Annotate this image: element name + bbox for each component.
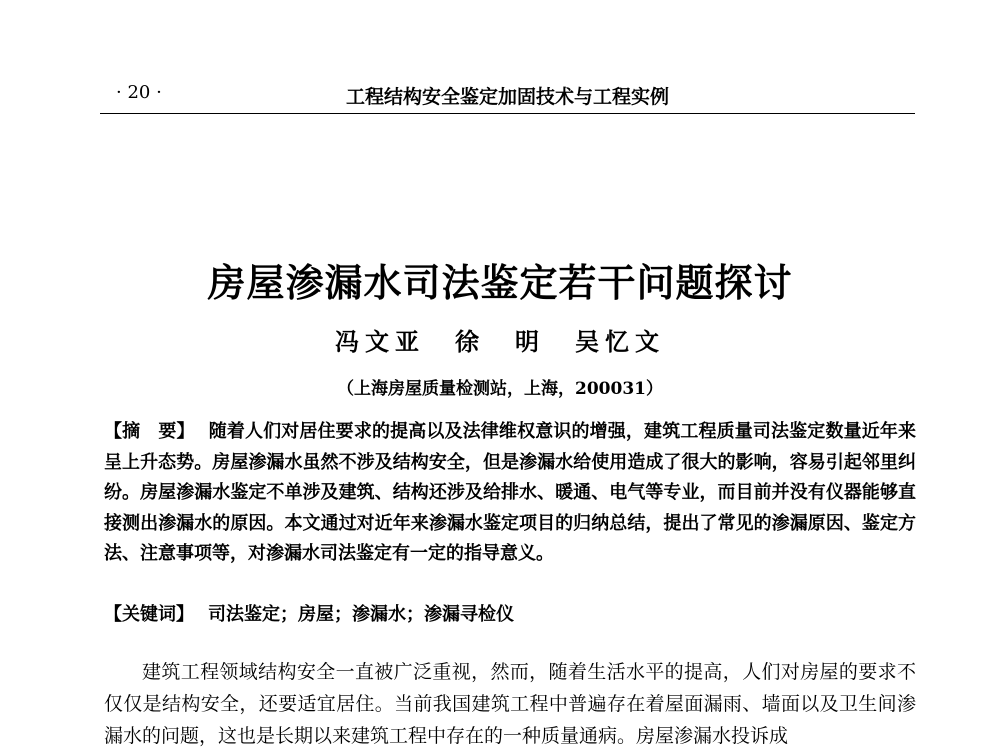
running-title: 工程结构安全鉴定加固技术与工程实例 (345, 86, 669, 108)
abstract-label: 【摘 要】 (104, 421, 195, 442)
keywords-label: 【关键词】 (104, 604, 194, 625)
article-title: 房屋渗漏水司法鉴定若干问题探讨 (207, 260, 793, 305)
body-paragraph: 建筑工程领域结构安全一直被广泛重视，然而，随着生活水平的提高，人们对房屋的要求不仅仅是结构安全，还要适宜居住。当前我国建筑工程中普遍存在着屋面漏雨、墙面以及卫生间渗漏水的问题，这也是长期以来建筑工程中存在的一种质量通病。房屋渗漏水投诉成 (104, 661, 916, 747)
keywords (104, 600, 916, 630)
keywords-text: 司法鉴定；房屋；渗漏水；渗漏寻检仪 (208, 604, 514, 625)
abstract (104, 417, 916, 570)
authors: 冯文亚 徐 明 吴忆文 (335, 327, 665, 356)
abstract-text: 随着人们对居住要求的提高以及法律维权意识的增强，建筑工程质量司法鉴定数量近年来呈上升态势。房屋渗漏水虽然不涉及结构安全，但是渗漏水给使用造成了很大的影响，容易引起邻里纠纷。房屋渗漏水鉴定不单涉及建筑、结构还涉及给排水、暖通、电气等专业，而目前并没有仪器能够直接测出渗漏水的原因。本文通过对近年来渗漏水鉴定项目的归纳总结，提出了常见的渗漏原因、鉴定方法、注意事项等，对渗漏水司法鉴定有一定的指导意义。 (104, 421, 917, 564)
header-rule (100, 113, 915, 114)
affiliation: （上海房屋质量检测站，上海，200031） (337, 379, 663, 399)
page-number: · 20 · (116, 82, 162, 103)
page-header (100, 82, 915, 110)
